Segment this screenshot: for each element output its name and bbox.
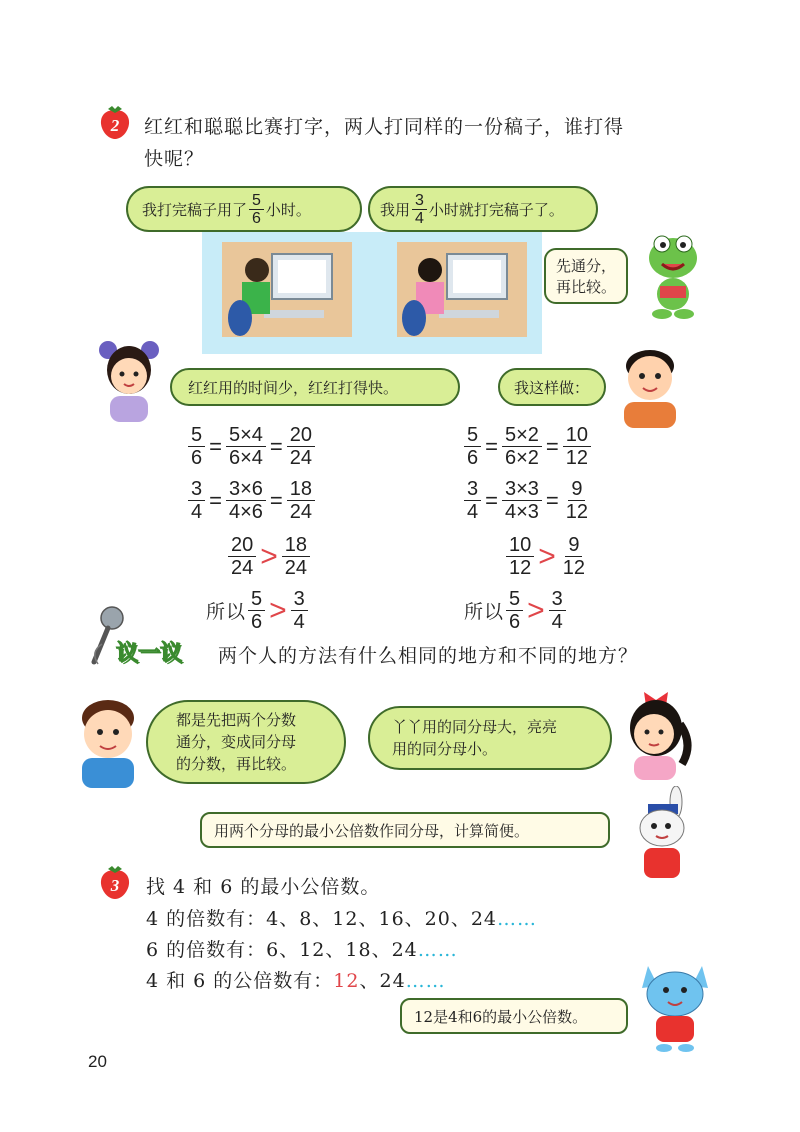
- rabbit-speech-bubble: 用两个分母的最小公倍数作同分母，计算简便。: [200, 812, 610, 848]
- fraction-three-quarters: $\frac{3}{4}$: [412, 192, 427, 227]
- boy-time-bubble: [126, 186, 362, 232]
- problem2-question-line1: 红红和聪聪比赛打字，两人打同样的一份稿子，谁打得: [144, 116, 625, 138]
- problem3-title: 找 4 和 6 的最小公倍数。: [146, 876, 381, 898]
- right-conclusion: 所以 $\frac{5}{6}$ > $\frac{3}{4}$: [464, 588, 568, 633]
- liangliang-boy-illustration: [70, 696, 146, 788]
- discuss-label: 议一议: [116, 641, 183, 666]
- girl-character-illustration: [96, 330, 162, 422]
- girl-speech-bubble: 红红用的时间少，红红打得快。: [170, 368, 460, 406]
- cat-speech-bubble: 12是4和6的最小公倍数。: [400, 998, 628, 1034]
- right-row1: $\frac{5}{6}$ = $\frac{5\times 2}{6\times 2}$ = $\frac{10}{12}$: [462, 424, 593, 469]
- boy-speech-bubble: 我这样做：: [498, 368, 606, 406]
- bubble-text: 我打完稿子用了: [142, 200, 248, 219]
- multiples-of-6: 6 的倍数有：6、12、18、24……: [146, 939, 458, 961]
- frog-character-illustration: [638, 228, 708, 320]
- right-compare: $\frac{10}{12}$ > $\frac{9}{12}$: [504, 534, 590, 579]
- boy-character-illustration: [614, 344, 686, 428]
- rabbit-character-illustration: [624, 786, 700, 884]
- bubble-text: 小时就打完稿子了。: [428, 200, 564, 219]
- left-conclusion: 所以 $\frac{5}{6}$ > $\frac{3}{4}$: [206, 588, 310, 633]
- yaya-girl-illustration: [616, 684, 696, 780]
- bubble-text: 小时。: [265, 200, 311, 219]
- left-row2: $\frac{3}{4}$ = $\frac{3\times 6}{4\times 6}$ = $\frac{18}{24}$: [186, 478, 317, 523]
- bubble-text: 我用: [380, 200, 411, 219]
- multiples-of-4: 4 的倍数有：4、8、12、16、20、24……: [146, 908, 538, 930]
- fraction-five-sixths: $\frac{5}{6}$: [249, 192, 264, 227]
- frog-speech-bubble: 先通分， 再比较。: [544, 248, 628, 304]
- blue-cat-illustration: [634, 956, 716, 1052]
- problem-number: 3: [110, 876, 120, 895]
- yaya-speech-bubble: 丫丫用的同分母大，亮亮 用的同分母小。: [368, 706, 612, 770]
- left-row1: $\frac{5}{6}$ = $\frac{5\times 4}{6\times 4}$ = $\frac{20}{24}$: [186, 424, 317, 469]
- typing-children-illustration: [202, 232, 542, 354]
- girl-time-bubble: [368, 186, 598, 232]
- common-multiples: 4 和 6 的公倍数有：12、24……: [146, 970, 446, 992]
- problem2-question-line2: 快呢？: [144, 148, 205, 170]
- left-compare: $\frac{20}{24}$ > $\frac{18}{24}$: [226, 534, 312, 579]
- strawberry-number-icon: [98, 104, 132, 140]
- strawberry-number-icon: [98, 864, 132, 900]
- page-number: 20: [88, 1052, 107, 1071]
- liangliang-speech-bubble: 都是先把两个分数 通分，变成同分母 的分数，再比较。: [146, 700, 346, 784]
- problem-number: 2: [110, 116, 120, 135]
- discuss-question: 两个人的方法有什么相同的地方和不同的地方？: [218, 645, 639, 667]
- right-row2: $\frac{3}{4}$ = $\frac{3\times 3}{4\times 3}$ = $\frac{9}{12}$: [462, 478, 593, 523]
